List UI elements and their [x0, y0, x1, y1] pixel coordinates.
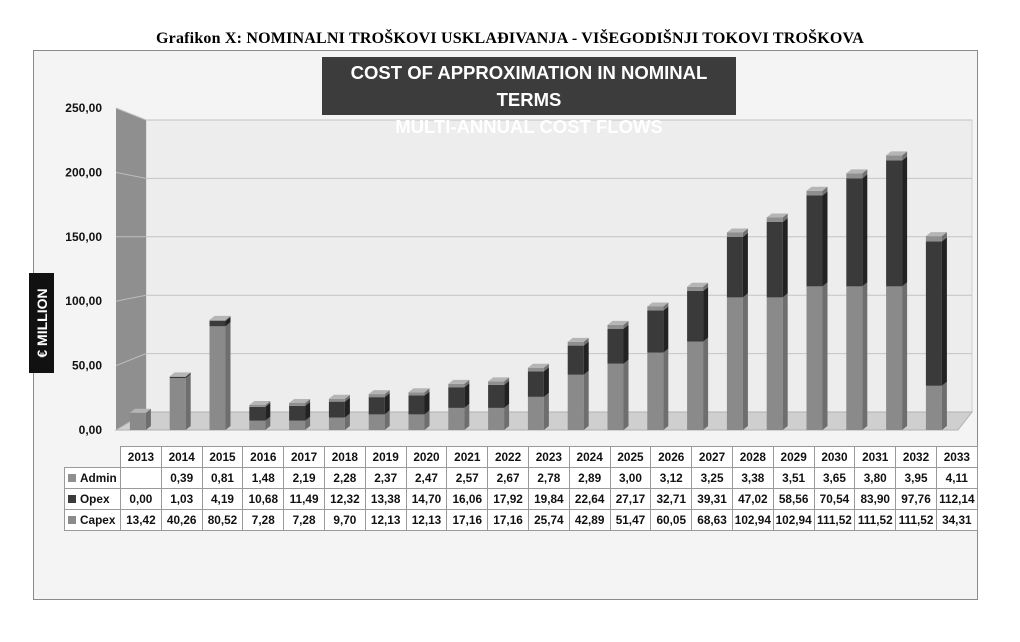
legend-entry — [65, 468, 121, 489]
y-tick-label: 250,00 — [65, 101, 102, 115]
data-label: 112,14 — [936, 489, 977, 510]
x-tick-label: 2018 — [324, 447, 365, 468]
bar-side-capex — [226, 322, 231, 430]
data-label: 2,28 — [324, 468, 365, 489]
data-label: 47,02 — [732, 489, 773, 510]
bar-side-opex — [703, 287, 708, 342]
bar-capex — [608, 364, 624, 430]
data-label: 19,84 — [528, 489, 569, 510]
bar-opex — [767, 222, 783, 297]
bar-opex — [846, 178, 862, 286]
bar-capex — [807, 286, 823, 430]
bar-admin — [448, 384, 464, 387]
data-label: 111,52 — [814, 510, 855, 531]
data-label: 17,16 — [447, 510, 488, 531]
bar-side-capex — [902, 282, 907, 430]
bar-side-opex — [783, 218, 788, 297]
data-label: 3,38 — [732, 468, 773, 489]
bar-capex — [926, 386, 942, 430]
legend-entry — [65, 489, 121, 510]
x-tick-label: 2017 — [284, 447, 325, 468]
x-tick-label: 2016 — [243, 447, 284, 468]
data-label: 111,52 — [855, 510, 896, 531]
bar-admin — [249, 405, 265, 407]
data-label: 2,19 — [284, 468, 325, 489]
legend-label: Capex — [80, 513, 116, 527]
x-tick-label: 2024 — [569, 447, 610, 468]
bar-admin — [568, 342, 584, 346]
bar-capex — [767, 297, 783, 430]
data-label: 3,65 — [814, 468, 855, 489]
data-label: 70,54 — [814, 489, 855, 510]
chart-side-wall — [116, 108, 146, 430]
x-tick-label: 2032 — [896, 447, 937, 468]
legend-label: Opex — [80, 492, 110, 506]
bar-capex — [528, 397, 544, 430]
bar-admin — [926, 236, 942, 241]
bar-capex — [448, 408, 464, 430]
bar-side-opex — [584, 342, 589, 375]
data-label: 25,74 — [528, 510, 569, 531]
bar-capex — [170, 378, 186, 430]
legend-swatch — [68, 495, 76, 503]
x-tick-label: 2022 — [488, 447, 529, 468]
data-label: 111,52 — [896, 510, 937, 531]
data-label: 2,57 — [447, 468, 488, 489]
data-label: 0,81 — [202, 468, 243, 489]
bar-side-opex — [464, 383, 469, 408]
data-label: 3,95 — [896, 468, 937, 489]
bar-side-opex — [942, 237, 947, 385]
figure-caption: Grafikon X: NOMINALNI TROŠKOVI USKLAĐIVANJA - VIŠEGODIŠNJI TOKOVI TROŠKOVA — [156, 30, 864, 47]
bar-side-opex — [544, 367, 549, 397]
data-label: 3,25 — [692, 468, 733, 489]
bar-side-capex — [743, 293, 748, 430]
chart-title: COST OF APPROXIMATION IN NOMINAL TERMS — [350, 62, 708, 110]
data-label: 9,70 — [324, 510, 365, 531]
legend-swatch — [68, 516, 76, 524]
bar-side-opex — [504, 381, 509, 408]
bar-side-capex — [703, 338, 708, 430]
bar-opex — [886, 160, 902, 286]
bar-side-opex — [663, 307, 668, 353]
x-tick-label: 2014 — [161, 447, 202, 468]
bar-opex — [568, 346, 584, 375]
bar-opex — [329, 402, 345, 418]
bar-admin — [807, 191, 823, 196]
bar-capex — [369, 414, 385, 430]
bar-opex — [369, 397, 385, 414]
bar-admin — [210, 320, 226, 321]
bar-opex — [448, 387, 464, 408]
x-tick-label: 2020 — [406, 447, 447, 468]
data-label: 2,67 — [488, 468, 529, 489]
bar-side-capex — [862, 282, 867, 430]
bar-admin — [170, 376, 186, 377]
bar-side-opex — [823, 192, 828, 287]
bar-capex — [329, 418, 345, 430]
chart-title-box — [322, 57, 736, 137]
x-tick-label: 2013 — [121, 447, 162, 468]
bar-admin — [647, 307, 663, 311]
data-label: 3,12 — [651, 468, 692, 489]
data-label: 1,48 — [243, 468, 284, 489]
bar-capex — [846, 286, 862, 430]
x-tick-label: 2015 — [202, 447, 243, 468]
bar-side-capex — [584, 371, 589, 430]
bar-capex — [886, 286, 902, 430]
data-label: 42,89 — [569, 510, 610, 531]
bar-admin — [409, 392, 425, 395]
y-axis-label-box — [29, 273, 54, 373]
legend-entry — [65, 510, 121, 531]
x-tick-label: 2019 — [365, 447, 406, 468]
x-tick-label: 2025 — [610, 447, 651, 468]
data-label — [121, 468, 162, 489]
chart-subtitle: MULTI-ANNUAL COST FLOWS — [395, 116, 663, 137]
data-label: 68,63 — [692, 510, 733, 531]
data-label: 58,56 — [773, 489, 814, 510]
data-label: 12,13 — [406, 510, 447, 531]
x-tick-label: 2027 — [692, 447, 733, 468]
bar-admin — [687, 287, 703, 291]
x-tick-label: 2023 — [528, 447, 569, 468]
data-label: 14,70 — [406, 489, 447, 510]
y-tick-label: 100,00 — [65, 294, 102, 309]
bar-side-opex — [743, 233, 748, 298]
legend-swatch — [68, 474, 76, 482]
data-label: 7,28 — [284, 510, 325, 531]
bar-capex — [488, 408, 504, 430]
data-label: 102,94 — [773, 510, 814, 531]
bar-opex — [647, 311, 663, 353]
bar-side-opex — [862, 174, 867, 286]
bar-side-capex — [464, 404, 469, 430]
table-row — [65, 510, 978, 531]
bar-opex — [409, 395, 425, 414]
data-label: 97,76 — [896, 489, 937, 510]
data-label: 0,00 — [121, 489, 162, 510]
data-label: 32,71 — [651, 489, 692, 510]
bar-capex — [210, 326, 226, 430]
bar-side-capex — [663, 349, 668, 430]
x-tick-label: 2029 — [773, 447, 814, 468]
y-tick-label: 200,00 — [65, 165, 102, 180]
data-label: 7,28 — [243, 510, 284, 531]
data-label: 2,37 — [365, 468, 406, 489]
data-label: 11,49 — [284, 489, 325, 510]
data-label: 12,32 — [324, 489, 365, 510]
bar-admin — [488, 381, 504, 384]
data-label: 17,92 — [488, 489, 529, 510]
bar-side-opex — [624, 325, 629, 364]
bar-admin — [608, 325, 624, 329]
data-label: 60,05 — [651, 510, 692, 531]
legend-label: Admin — [80, 471, 117, 485]
bar-side-capex — [942, 382, 947, 430]
x-tick-label: 2030 — [814, 447, 855, 468]
data-label: 34,31 — [936, 510, 977, 531]
bar-opex — [926, 241, 942, 385]
y-tick-label: 50,00 — [71, 358, 102, 373]
bar-side-opex — [425, 391, 430, 414]
data-label: 2,89 — [569, 468, 610, 489]
data-label: 4,11 — [936, 468, 977, 489]
y-tick-label: 0,00 — [78, 423, 102, 437]
x-tick-label: 2028 — [732, 447, 773, 468]
bar-opex — [249, 407, 265, 421]
data-label: 39,31 — [692, 489, 733, 510]
bar-opex — [488, 385, 504, 408]
bar-side-capex — [504, 404, 509, 430]
bar-capex — [249, 421, 265, 430]
bar-capex — [289, 421, 305, 430]
data-label: 2,47 — [406, 468, 447, 489]
data-label: 102,94 — [732, 510, 773, 531]
table-row — [65, 489, 978, 510]
bar-side-capex — [823, 282, 828, 430]
bar-capex — [568, 375, 584, 430]
data-label: 4,19 — [202, 489, 243, 510]
bar-capex — [130, 413, 146, 430]
data-label: 3,00 — [610, 468, 651, 489]
bar-side-capex — [544, 393, 549, 430]
data-label: 1,03 — [161, 489, 202, 510]
bar-opex — [687, 291, 703, 342]
data-label: 51,47 — [610, 510, 651, 531]
bar-capex — [727, 297, 743, 430]
data-label: 40,26 — [161, 510, 202, 531]
bar-side-capex — [186, 374, 191, 430]
data-table — [64, 446, 978, 531]
x-tick-label: 2026 — [651, 447, 692, 468]
bar-admin — [767, 217, 783, 222]
data-label: 16,06 — [447, 489, 488, 510]
data-label: 3,80 — [855, 468, 896, 489]
data-label: 12,13 — [365, 510, 406, 531]
x-tick-label: 2021 — [447, 447, 488, 468]
bar-capex — [409, 414, 425, 430]
data-label: 3,51 — [773, 468, 814, 489]
bar-admin — [369, 394, 385, 397]
table-corner — [65, 447, 121, 468]
bar-side-capex — [624, 360, 629, 430]
data-label: 13,42 — [121, 510, 162, 531]
bar-opex — [210, 321, 226, 326]
table-row — [65, 468, 978, 489]
y-tick-label: 150,00 — [65, 229, 102, 244]
data-label: 83,90 — [855, 489, 896, 510]
bar-capex — [687, 342, 703, 430]
bar-opex — [727, 237, 743, 298]
bar-capex — [647, 353, 663, 430]
y-axis-label: € MILLION — [33, 288, 50, 358]
data-label: 17,16 — [488, 510, 529, 531]
x-tick-label: 2031 — [855, 447, 896, 468]
bar-admin — [727, 232, 743, 236]
bar-admin — [886, 155, 902, 160]
data-label: 13,38 — [365, 489, 406, 510]
bar-admin — [528, 368, 544, 372]
bar-opex — [608, 329, 624, 364]
bar-admin — [289, 403, 305, 406]
bar-admin — [329, 399, 345, 402]
data-label: 80,52 — [202, 510, 243, 531]
data-label: 2,78 — [528, 468, 569, 489]
bar-admin — [846, 173, 862, 178]
data-label: 22,64 — [569, 489, 610, 510]
x-tick-label: 2033 — [936, 447, 977, 468]
bar-side-opex — [902, 156, 907, 286]
bar-opex — [807, 196, 823, 287]
bar-opex — [528, 371, 544, 397]
data-label: 10,68 — [243, 489, 284, 510]
bar-opex — [289, 406, 305, 421]
bar-side-capex — [783, 293, 788, 430]
bar-opex — [170, 377, 186, 378]
data-label: 27,17 — [610, 489, 651, 510]
data-label: 0,39 — [161, 468, 202, 489]
